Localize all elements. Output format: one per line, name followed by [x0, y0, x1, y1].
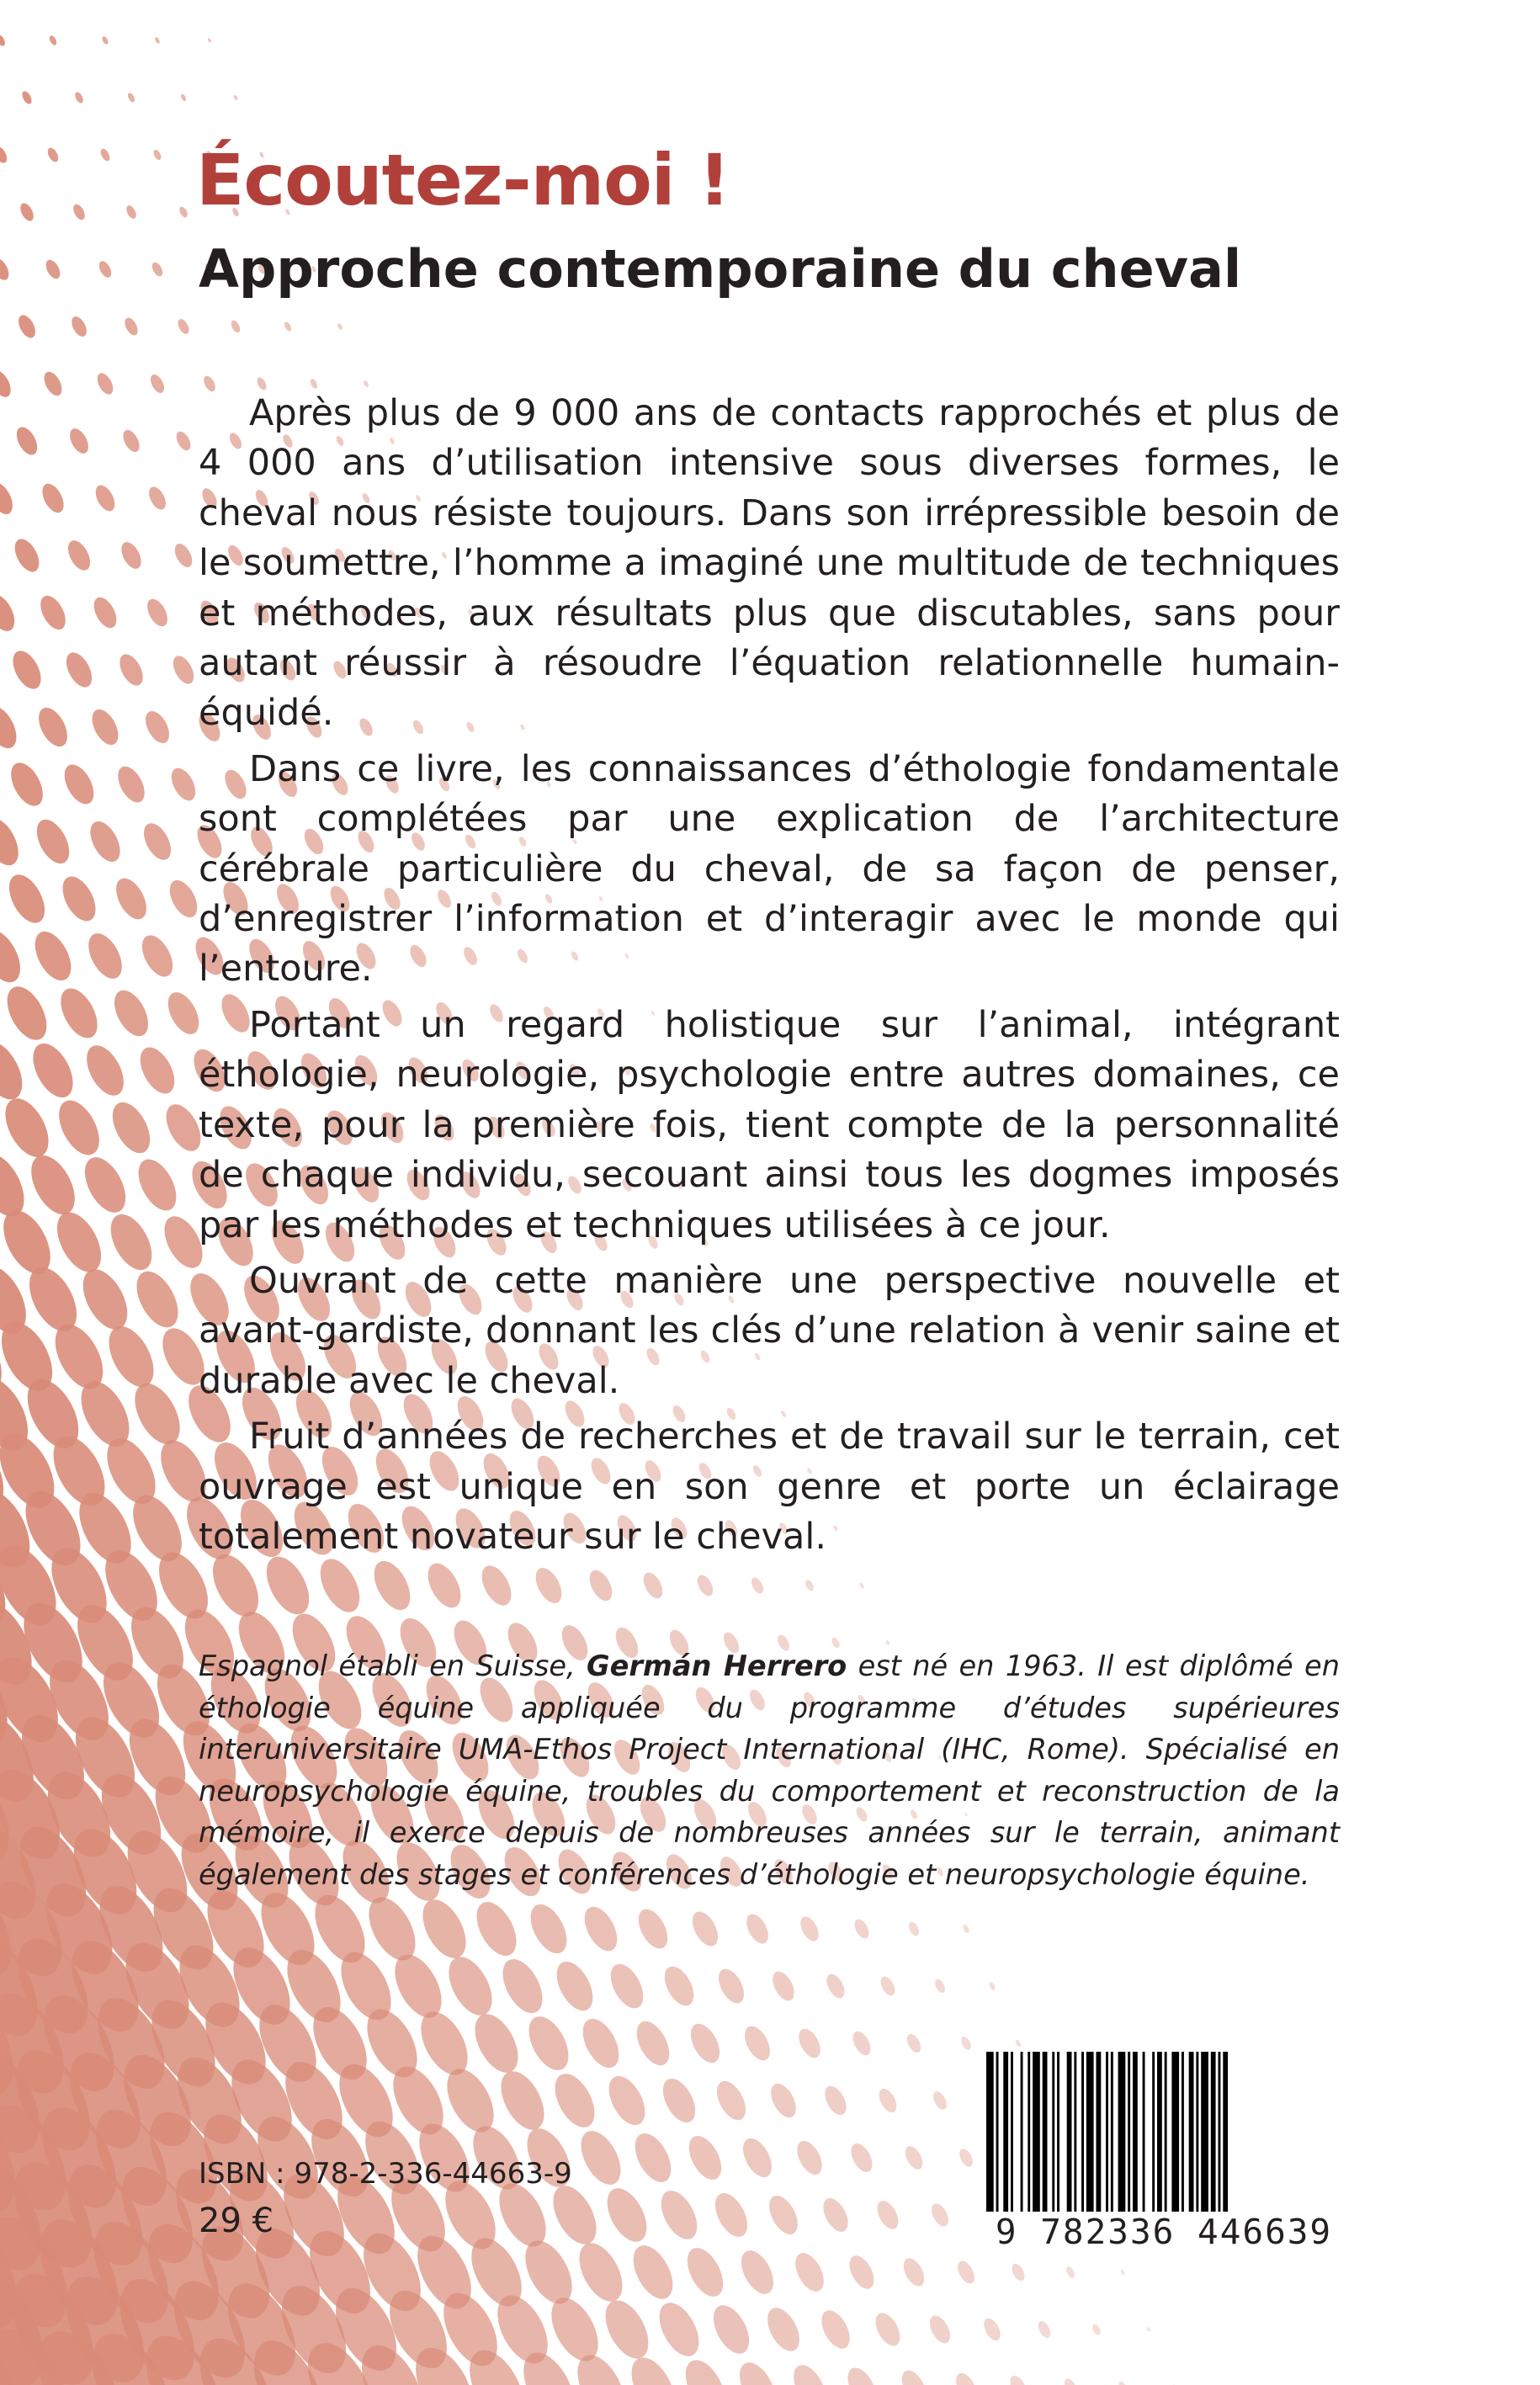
background-dot	[125, 1376, 189, 1452]
background-dot	[108, 985, 156, 1042]
background-dot	[1014, 2039, 1022, 2048]
background-dot	[761, 2303, 805, 2356]
background-dot	[792, 2137, 827, 2179]
background-dot	[337, 322, 343, 330]
barcode-bar	[1081, 2052, 1084, 2213]
barcode-bar	[1133, 2052, 1138, 2213]
background-dot	[735, 2245, 780, 2299]
author-bio-intro: Espagnol établi en Suisse,	[199, 1649, 587, 1682]
background-dot	[0, 812, 25, 871]
background-dot	[98, 147, 111, 162]
background-dot	[135, 930, 178, 981]
background-dot	[230, 319, 242, 334]
background-dot	[902, 2143, 927, 2172]
background-dot	[33, 703, 73, 751]
background-dot	[1036, 2319, 1054, 2340]
background-dot	[169, 652, 198, 687]
background-dot	[1065, 2265, 1076, 2280]
background-dot	[2, 868, 51, 928]
background-dot	[804, 1579, 815, 1592]
background-dot	[906, 1920, 921, 1938]
barcode-bar	[1196, 2052, 1198, 2213]
background-dot	[176, 317, 191, 336]
background-dot	[10, 535, 45, 576]
background-dot	[709, 2188, 754, 2242]
background-dot	[61, 648, 98, 691]
background-dot	[573, 2124, 629, 2191]
background-dot	[871, 2309, 905, 2350]
background-dot	[842, 2363, 882, 2385]
background-dot	[92, 482, 119, 514]
barcode-bar	[1171, 2052, 1179, 2213]
background-dot	[50, 1094, 107, 1162]
barcode-bar	[1057, 2052, 1059, 2213]
background-dot	[571, 2236, 631, 2308]
background-dot	[547, 2067, 603, 2133]
background-dot	[875, 2086, 900, 2116]
barcode-bars	[983, 2052, 1345, 2220]
background-dot	[599, 2182, 655, 2249]
background-dot	[101, 35, 109, 45]
background-dot	[0, 923, 28, 989]
background-dot	[0, 1034, 31, 1106]
background-dot	[980, 2316, 1003, 2344]
barcode-bar	[1033, 2052, 1040, 2213]
background-dot	[849, 2028, 874, 2058]
background-dot	[0, 367, 14, 400]
background-dot	[0, 479, 18, 518]
background-dot	[847, 2140, 876, 2175]
background-dot	[18, 201, 36, 223]
background-dot	[585, 1566, 617, 1604]
background-dot	[844, 2251, 879, 2292]
barcode-bar	[1143, 2052, 1145, 2213]
background-dot	[119, 428, 142, 454]
background-dot	[933, 1978, 948, 1995]
background-dot	[659, 1962, 700, 2011]
background-dot	[178, 205, 189, 219]
background-dot	[957, 2147, 975, 2169]
barcode-bar	[1128, 2052, 1130, 2213]
background-dot	[164, 876, 203, 922]
background-dot	[359, 1889, 425, 1968]
background-dot	[143, 596, 172, 629]
barcode-bar	[1106, 2052, 1108, 2213]
background-dot	[23, 1148, 84, 1221]
background-dot	[48, 35, 58, 46]
barcode-bar	[1028, 2052, 1030, 2213]
background-dot	[630, 2016, 676, 2070]
background-dot	[680, 2242, 730, 2303]
background-dot	[59, 760, 100, 809]
background-dot	[69, 314, 90, 339]
background-dot	[952, 2370, 980, 2385]
background-dot	[0, 980, 55, 1047]
background-dot	[959, 2035, 973, 2051]
background-dot	[682, 2131, 728, 2186]
background-dot	[56, 871, 102, 927]
background-dot	[820, 2083, 851, 2119]
barcode-bar	[996, 2052, 999, 2220]
background-dot	[82, 928, 129, 985]
background-dot	[20, 90, 34, 106]
background-dot	[0, 256, 12, 283]
author-name: Germán Herrero	[587, 1649, 847, 1682]
background-dot	[714, 1965, 749, 2008]
background-dot	[8, 646, 47, 693]
background-dot	[737, 2133, 778, 2181]
barcode-bar	[1052, 2052, 1054, 2213]
background-dot	[172, 541, 196, 571]
barcode-bar	[1165, 2052, 1167, 2213]
background-dot	[742, 1910, 773, 1947]
barcode-bar	[1067, 2052, 1072, 2213]
background-dot	[4, 757, 49, 811]
background-dot	[38, 481, 68, 517]
book-title: Écoutez-moi !	[196, 139, 730, 221]
background-dot	[97, 259, 114, 279]
isbn: ISBN : 978-2-336-44663-9	[199, 2157, 572, 2191]
barcode-bar	[1021, 2052, 1023, 2213]
background-dot	[740, 2022, 775, 2064]
background-dot	[530, 1564, 566, 1607]
background-dot	[89, 593, 121, 631]
barcode-bar	[1097, 2052, 1102, 2213]
barcode-bar	[1043, 2052, 1048, 2213]
background-dot	[628, 2127, 678, 2188]
background-dot	[28, 926, 78, 986]
background-dot	[897, 2366, 931, 2385]
blurb-paragraph: Ouvrant de cette manière une perspective nouvelle et avant-gardiste, donnant les clés d’une relation à venir saine et durable avec le cheval.	[199, 1259, 1340, 1402]
background-dot	[1118, 2380, 1128, 2385]
barcode-bar	[1011, 2052, 1013, 2213]
background-dot	[602, 2070, 652, 2131]
background-dot	[48, 1205, 110, 1279]
background-dot	[1006, 2373, 1029, 2385]
background-dot	[466, 2007, 527, 2080]
background-dot	[40, 369, 66, 398]
background-dot	[283, 321, 292, 332]
background-dot	[0, 1089, 8, 1166]
background-dot	[492, 2064, 553, 2137]
background-dot	[1091, 2323, 1102, 2336]
barcode-bar	[1152, 2052, 1155, 2213]
background-dot	[122, 316, 141, 337]
background-dot	[794, 2026, 825, 2062]
barcode-bar	[1223, 2052, 1228, 2220]
background-dot	[766, 2080, 801, 2122]
background-dot	[150, 261, 164, 279]
barcode-bar	[1219, 2052, 1221, 2213]
background-dot	[1062, 2377, 1079, 2385]
barcode-digits: 9 782336 446639	[983, 2212, 1345, 2252]
background-dot	[79, 1039, 131, 1102]
background-dot	[688, 1908, 724, 1951]
background-dot	[73, 91, 85, 104]
background-dot	[711, 2076, 751, 2125]
background-dot	[74, 1262, 136, 1337]
background-dot	[694, 1572, 716, 1598]
background-dot	[878, 1974, 898, 1998]
background-dot	[859, 1582, 865, 1589]
background-dot	[578, 1901, 624, 1956]
background-dot	[207, 38, 212, 44]
background-dot	[45, 146, 61, 163]
background-dot	[550, 1956, 600, 2016]
background-dot	[815, 2306, 855, 2353]
background-dot	[64, 537, 95, 574]
background-dot	[625, 2239, 681, 2306]
background-dot	[15, 312, 39, 341]
background-dot	[0, 1092, 57, 1164]
barcode-bar	[1003, 2052, 1008, 2213]
background-dot	[118, 539, 146, 571]
background-dot	[852, 1917, 872, 1941]
background-dot	[126, 92, 135, 103]
background-dot	[125, 204, 138, 220]
barcode	[983, 2052, 1345, 2252]
background-dot	[100, 1319, 163, 1394]
author-bio	[199, 1645, 1340, 1896]
background-dot	[66, 426, 93, 457]
background-dot	[1146, 2326, 1151, 2332]
background-dot	[105, 1097, 158, 1160]
background-dot	[732, 2356, 782, 2385]
background-dot	[469, 1895, 524, 1962]
background-dot	[141, 707, 174, 746]
barcode-bar	[1086, 2052, 1094, 2213]
background-dot	[0, 34, 7, 47]
background-dot	[640, 1570, 666, 1602]
background-dot	[823, 1971, 848, 2001]
background-dot	[115, 651, 148, 689]
background-dot	[94, 370, 116, 396]
background-dot	[87, 705, 124, 749]
background-dot	[0, 145, 9, 165]
background-dot	[818, 2194, 852, 2235]
barcode-bar	[1189, 2052, 1194, 2213]
barcode-bar	[1111, 2052, 1113, 2220]
background-dot	[789, 2249, 829, 2297]
blurb-paragraph: Après plus de 9 000 ans de contacts rapprochés et plus de 4 000 ans d’utilisation intensive sous diverses formes, le cheval nous résiste toujours. Dans son irrépressible besoin de le soumettre, l’homme a imaginé une multitude de techniques et méthodes, aux résultats plus que discutables, sans pour autant réussir à résoudre l’équation relationnelle humain-équidé.	[199, 392, 1340, 735]
blurb-paragraph: Portant un regard holistique sur l’animal, intégrant éthologie, neurologie, psychologie entre autres domaines, ce texte, pour la première fois, tient compte de la personnalité de chaque individu, secouant ainsi tous les dogmes imposés par les méthodes et techniques utilisées à ce jour.	[199, 1003, 1340, 1246]
background-dot	[385, 1947, 451, 2025]
background-dot	[521, 2010, 576, 2076]
background-dot	[475, 1561, 517, 1611]
background-dot	[954, 2258, 978, 2286]
background-dot	[633, 1904, 674, 1953]
price: 29 €	[199, 2202, 274, 2240]
background-dot	[685, 2019, 725, 2068]
background-dot	[962, 1924, 970, 1934]
background-dot	[233, 94, 238, 101]
background-dot	[146, 484, 169, 513]
background-dot	[309, 378, 319, 390]
barcode-bar	[1201, 2052, 1208, 2213]
barcode-bar	[1182, 2052, 1184, 2213]
blurb-paragraph: Fruit d’années de recherches et de travail sur le terrain, cet ouvrage est unique en son genre et porte un éclairage totalement novateur sur le cheval.	[199, 1416, 1340, 1558]
background-dot	[873, 2197, 902, 2233]
barcode-bar	[986, 2052, 994, 2220]
barcode-bar	[1157, 2052, 1162, 2213]
background-dot	[363, 380, 369, 388]
background-dot	[1120, 2269, 1126, 2276]
background-dot	[654, 2185, 704, 2245]
background-dot	[440, 1950, 501, 2022]
background-dot	[77, 1150, 134, 1219]
background-dot	[414, 1893, 475, 1965]
background-dot	[173, 429, 194, 453]
background-dot	[154, 36, 161, 44]
background-dot	[1009, 2261, 1027, 2282]
background-dot	[130, 1153, 183, 1217]
background-dot	[30, 815, 76, 869]
background-dot	[25, 1037, 82, 1104]
background-dot	[103, 1208, 161, 1277]
background-dot	[651, 2297, 707, 2363]
background-dot	[133, 1042, 181, 1099]
background-dot	[523, 1899, 574, 1959]
background-dot	[71, 203, 87, 222]
background-dot	[110, 874, 153, 925]
background-dot	[0, 867, 2, 931]
background-dot	[604, 1958, 651, 2013]
background-dot	[904, 2032, 923, 2055]
background-dot	[926, 2313, 954, 2347]
background-dot	[138, 819, 176, 864]
background-dot	[43, 258, 63, 281]
background-dot	[0, 978, 4, 1049]
background-dot	[931, 2090, 950, 2112]
background-dot	[597, 2293, 657, 2366]
background-dot	[0, 701, 23, 753]
background-dot	[167, 764, 200, 805]
background-dot	[928, 2201, 952, 2229]
blurb-paragraph: Dans ce livre, les connaissances d’éthologie fondamentale sont complétées par une explication de l’architecture cérébrale particulière du cheval, de sa façon de penser, d’enregistrer l’information et d’interagir avec le monde qui l’entoure.	[199, 747, 1340, 991]
barcode-bar	[1074, 2052, 1076, 2213]
barcode-bar	[1118, 2052, 1126, 2213]
background-dot	[35, 592, 71, 634]
background-dot	[148, 372, 167, 395]
background-dot	[768, 1968, 799, 2004]
background-dot	[128, 1265, 186, 1335]
background-dot	[656, 2074, 702, 2128]
background-dot	[0, 590, 20, 636]
author-bio-rest: est né en 1963. Il est diplômé en éthologie équine appliquée du programme d’études supérieures interuniversitaire UMA-Ethos Project International (IHC, Rome). Spécialisé en neuropsychologie équine, troubles du comportement et reconstruction de la mémoire, il exerce depuis de nombreuses années sur le terrain, animant également des stages et conférences d’éthologie et neuropsychologie équine.	[199, 1649, 1340, 1891]
background-dot	[706, 2299, 757, 2359]
background-dot	[900, 2255, 929, 2289]
book-subtitle: Approche contemporaine du cheval	[199, 238, 1242, 300]
background-dot	[787, 2360, 831, 2385]
background-dot	[495, 1952, 550, 2019]
background-dot	[84, 816, 126, 867]
background-dot	[13, 423, 41, 458]
background-dot	[576, 2013, 626, 2074]
background-dot	[749, 1575, 766, 1596]
back-cover-blurb	[199, 389, 1340, 1568]
barcode-bar	[1211, 2052, 1216, 2213]
background-dot	[152, 149, 162, 162]
background-dot	[988, 1981, 996, 1991]
background-dot	[677, 2354, 733, 2385]
background-dot	[113, 762, 150, 806]
background-dot	[763, 2191, 804, 2239]
background-dot	[180, 93, 188, 102]
background-dot	[797, 1914, 822, 1944]
background-dot	[53, 982, 104, 1044]
